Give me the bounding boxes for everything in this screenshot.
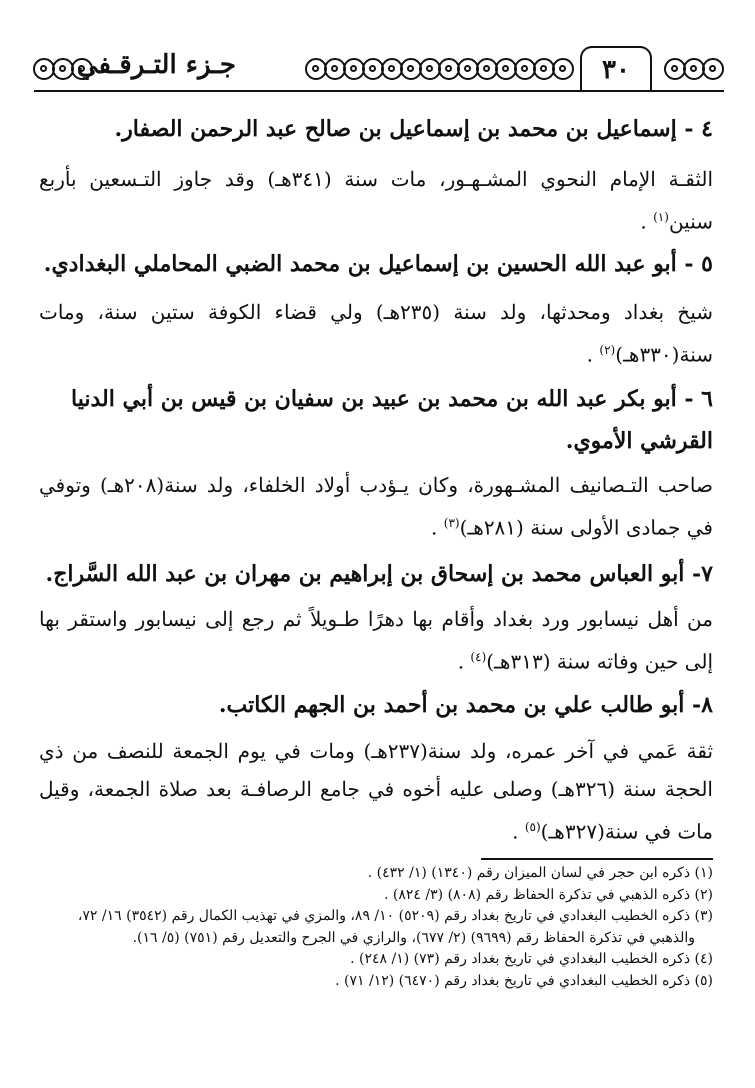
page-header (34, 46, 724, 100)
entry-body: صاحب التـصانيف المشـهورة، وكان يـؤدب أولاد الخلفاء، ولد سنة(٢٠٨هـ) وتوفي في جمادى الأولى سنة (٢٨١هـ) (39, 473, 713, 540)
footnote-rule (481, 858, 713, 860)
entry-7-text: من أهل نيسابور ورد بغداد وأقام بها دهرًا طـويلاً ثم رجع إلى نيسابور واستقر بها إلى حين وفاته سنة (٣١٣هـ)$^{(٤)}$ . (39, 607, 713, 674)
ornament-middle (308, 58, 574, 80)
ornament-left (36, 58, 93, 80)
footnote-3: (٣) ذكره الخطيب البغدادي في تاريخ بغداد رقم (٥٢٠٩) ١٠/ ٨٩، والمزي في تهذيب الكمال رقم (٣٥٤٢) ١٦/ ٧٢، (77, 908, 713, 924)
entry-7 (39, 553, 713, 595)
footnote-3-continued: والذهبي في تذكرة الحفاظ رقم (٩٦٩٩) (٢/ ٦٧٧)، والرازي في الجرح والتعديل رقم (٧٥١) (٥/ ١٦). (132, 929, 695, 946)
entry-6 (39, 378, 713, 462)
page-number: ٣٠ (580, 46, 652, 92)
footnotes (39, 863, 713, 992)
header-rule (34, 90, 724, 92)
footnote-2: (٢) ذكره الذهبي في تذكرة الحفاظ رقم (٨٠٨) (٣/ ٨٢٤) . (384, 886, 713, 903)
entry-heading: ٤ - إسماعيل بن محمد بن إسماعيل بن صالح عبد الرحمن الصفار. (114, 116, 713, 142)
entry-heading: ٥ - أبو عبد الله الحسين بن إسماعيل بن محمد الضبي المحاملي البغدادي. (43, 251, 713, 277)
entry-4 (39, 108, 713, 150)
entry-heading: ٧- أبو العباس محمد بن إسحاق بن إبراهيم بن مهران بن عبد الله السَّراج. (45, 561, 713, 587)
entry-6-text: صاحب التـصانيف المشـهورة، وكان يـؤدب أولاد الخلفاء، ولد سنة(٢٠٨هـ) وتوفي في جمادى الأولى سنة (٢٨١هـ)$^{(٣)}$ . (39, 473, 713, 540)
footnote-ref: (١) (653, 210, 669, 224)
footnote-5: (٥) ذكره الخطيب البغدادي في تاريخ بغداد رقم (٦٤٧٠) (١٢/ ٧١) . (335, 972, 713, 989)
entry-8-text: ثقة عَمي في آخر عمره، ولد سنة(٢٣٧هـ) ومات في يوم الجمعة للنصف من ذي الحجة سنة (٣٢٦هـ) وصلى عليه أخوه في جامع الرصافـة بعد صلاة الجمعة، وقيل مات في سنة(٣٢٧هـ)$^{(٥)}$ . (39, 739, 714, 844)
entry-5-text: شيخ بغداد ومحدثها، ولد سنة (٢٣٥هـ) ولي قضاء الكوفة ستين سنة، ومات سنة(٣٣٠هـ)$^{(٢)}$ . (39, 300, 713, 367)
entry-body: ثقة عَمي في آخر عمره، ولد سنة(٢٣٧هـ) ومات في يوم الجمعة للنصف من ذي الحجة سنة (٣٢٦هـ) وصلى عليه أخوه في جامع الرصافـة بعد صلاة الجمعة، وقيل مات في سنة(٣٢٧هـ) (39, 739, 714, 844)
footnote-ref: (٥) (524, 820, 541, 834)
entry-body: من أهل نيسابور ورد بغداد وأقام بها دهرًا طـويلاً ثم رجع إلى نيسابور واستقر بها إلى حين وفاته سنة (٣١٣هـ) (39, 607, 713, 674)
header-title: جـزء التـرقـفي (76, 50, 236, 80)
entry-5 (39, 243, 713, 285)
entry-heading: ٦ - أبو بكر عبد الله بن محمد بن عبيد بن سفيان بن قيس بن أبي الدنيا القرشي الأموي. (71, 386, 713, 454)
entry-heading: ٨- أبو طالب علي بن محمد بن أحمد بن الجهم الكاتب. (218, 692, 713, 718)
entry-8 (39, 684, 713, 726)
ornament-right (667, 58, 724, 80)
entry-4-text: الثقـة الإمام النحوي المشـهـور، مات سنة (٣٤١هـ) وقد جاوز التـسعين بأربع سنين$^{(١)}$ . (39, 167, 714, 234)
footnote-ref: (٣) (443, 516, 460, 530)
entry-body: شيخ بغداد ومحدثها، ولد سنة (٢٣٥هـ) ولي قضاء الكوفة ستين سنة، ومات سنة(٣٣٠هـ) (39, 300, 713, 367)
footnote-ref: (٤) (470, 650, 487, 664)
footnote-1: (١) ذكره ابن حجر في لسان الميزان رقم (١٣٤٠) (١/ ٤٣٢) . (367, 865, 713, 881)
footnote-4: (٤) ذكره الخطيب البغدادي في تاريخ بغداد رقم (٧٣) (١/ ٢٤٨) . (350, 951, 713, 967)
entry-body: الثقـة الإمام النحوي المشـهـور، مات سنة (٣٤١هـ) وقد جاوز التـسعين بأربع سنين (39, 167, 714, 234)
footnote-ref: (٢) (599, 343, 616, 357)
